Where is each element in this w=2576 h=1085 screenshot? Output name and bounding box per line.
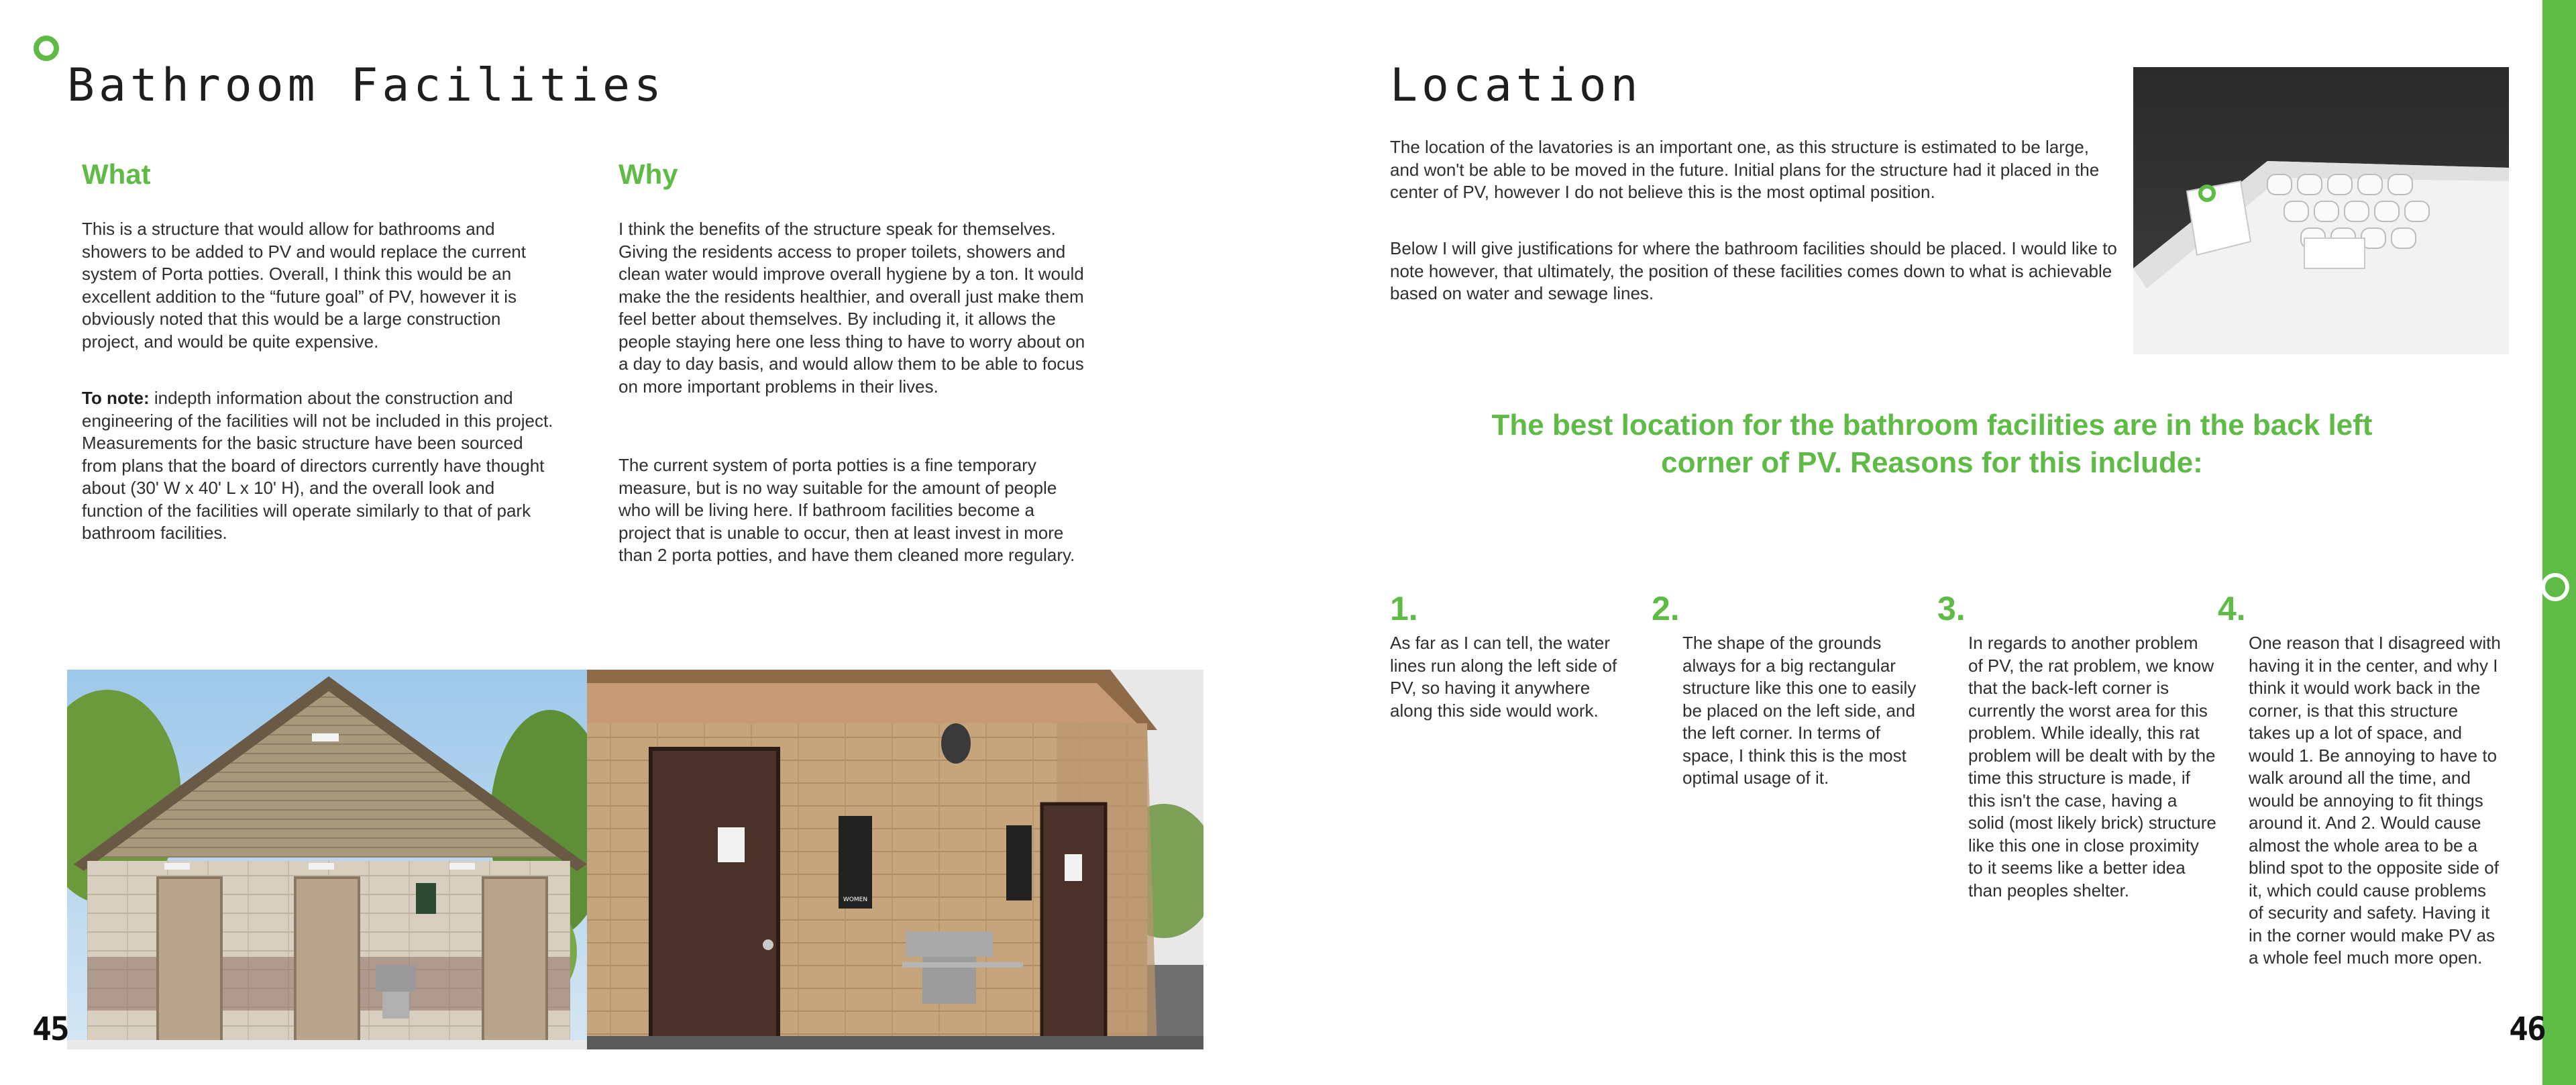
page-number-left: 45 (32, 1011, 68, 1048)
reason-3 (1937, 589, 2216, 902)
circle-ornament-icon (2541, 573, 2569, 601)
reason-number: 4. (2218, 590, 2246, 627)
why-paragraph-2: The current system of porta potties is a fine temporary measure, but is no way suitable for the amount of people who will be living here. If bathroom facilities become a project that is unable to occur, then at least invest in more than 2 porta potties, and have them cleaned more regulary. (619, 455, 1075, 565)
reason-text: One reason that I disagreed with having it in the center, and why I think it would work back in the corner, is that this structure takes up a lot of space, and would 1. Be annoying to have to walk around all the time, and would be annoying to fit things around it. And 2. Would cause almost the whole area to be a blind spot to the opposite side of it, which could cause problems of security and safety. Having it in the corner would make PV as a whole feel much more open. (2249, 633, 2501, 968)
reason-4 (2218, 589, 2506, 970)
restroom-exterior-photo (587, 670, 1203, 1049)
location-paragraph-2: Below I will give justifications for where the bathroom facilities should be placed. I would like to note however, that ultimately, the position of these facilities comes down to what is achievable based on water and sewage lines. (1390, 238, 2117, 303)
why-heading: Why (619, 158, 678, 190)
women-sign-label: WOMEN (843, 896, 868, 903)
reason-text: In regards to another problem of PV, the rat problem, we know that the back-left corner is currently the worst area for this problem. While ideally, this rat problem will be dealt with by the time this structure is made, if this isn't the case, having a solid (most likely brick) structure like this one in close proximity to it seems like a better idea than peoples shelter. (1968, 633, 2216, 900)
best-location-callout: The best location for the bathroom facilities are in the back left corner of PV. Reasons for this include: (1491, 409, 2373, 479)
page-number-right: 46 (2509, 1011, 2545, 1048)
reason-number: 1. (1390, 590, 1418, 627)
reason-1 (1390, 589, 1628, 722)
location-paragraph-1: The location of the lavatories is an important one, as this structure is estimated to be large, and won't be able to be moved in the future. Initial plans for the structure had it placed in the center of PV, however I do not believe this is the most optimal position. (1390, 137, 2100, 202)
site-model-photo (2133, 67, 2509, 354)
reason-number: 2. (1652, 590, 1680, 627)
reason-number: 3. (1937, 590, 1966, 627)
location-title: Location (1390, 59, 1642, 112)
note-text: indepth information about the construction and engineering of the facilities will not be included in this project. Measurements for the basic structure have been sourced from plans that the board of directors currently have thought about (30' W x 40' L x 10' H), and the overall look and function of the facilities will operate similarly to that of park bathroom facilities. (82, 388, 553, 543)
reason-2 (1652, 589, 1917, 790)
note-paragraph (82, 387, 558, 545)
circle-ornament-icon (34, 36, 59, 61)
reason-text: As far as I can tell, the water lines run along the left side of PV, so having it anywhere along this side would work. (1390, 633, 1617, 721)
bathroom-building-photo (67, 670, 587, 1049)
what-paragraph: This is a structure that would allow for bathrooms and showers to be added to PV and would replace the current system of Porta potties. Overall, I think this would be an excellent addition to the “future goal” of PV, however it is obviously noted that this would be a large construction project, and would be quite expensive. (82, 219, 526, 352)
note-label: To note: (82, 388, 150, 408)
page-title: Bathroom Facilities (67, 59, 665, 112)
side-accent-bar (2542, 0, 2576, 1085)
what-heading: What (82, 158, 151, 190)
reason-text: The shape of the grounds always for a big rectangular structure like this one to easily be placed on the left side, and the left corner. In terms of space, I think this is the most optimal usage of it. (1682, 633, 1917, 788)
why-paragraph-1: I think the benefits of the structure speak for themselves. Giving the residents access to proper toilets, showers and clean water would improve overall hygiene by a ton. It would make the the residents healthier, and overall just make them feel better about themselves. By including it, it allows the people staying here one less thing to have to worry about on a day to day basis, and would allow them to be able to focus on more important problems in their lives. (619, 219, 1085, 397)
